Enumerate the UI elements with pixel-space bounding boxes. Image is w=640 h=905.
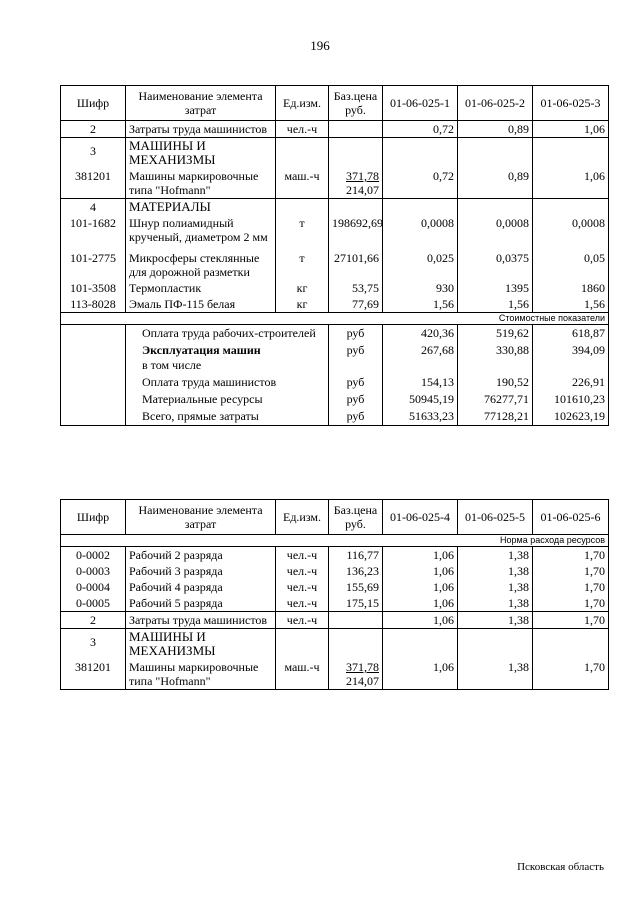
total-value-1: 154,13 — [383, 374, 458, 391]
row-value-3: 1,70 — [533, 547, 609, 564]
total-unit: руб — [329, 374, 383, 391]
header-col-3: 01-06-025-3 — [533, 86, 609, 121]
header-col-2: 01-06-025-2 — [458, 86, 533, 121]
total-row — [61, 325, 609, 343]
total-value-2: 76277,71 — [458, 391, 533, 408]
total-label: Оплата труда машинистов — [126, 374, 329, 391]
estimate-table-2 — [60, 499, 609, 690]
total-row — [61, 374, 609, 391]
row-unit: чел.-ч — [276, 547, 329, 564]
row-value-2: 0,0008 — [458, 215, 533, 245]
total-value-3: 101610,23 — [533, 391, 609, 408]
row-name: Затраты труда машинистов — [126, 121, 276, 138]
row-value-1: 0,0008 — [383, 215, 458, 245]
row-unit: чел.-ч — [276, 563, 329, 579]
row-price: 116,77 — [329, 547, 383, 564]
row-price: 155,69 — [329, 579, 383, 595]
row-value-1: 0,72 — [383, 168, 458, 199]
row-price — [329, 659, 383, 690]
row-value-1: 1,06 — [383, 563, 458, 579]
row-unit: маш.-ч — [276, 168, 329, 199]
header-unit: Ед.изм. — [276, 86, 329, 121]
row-name: Машины маркировочные типа "Hofmann" — [126, 168, 276, 199]
row-code: 101-1682 — [61, 215, 126, 245]
header-unit: Ед.изм. — [276, 500, 329, 535]
table-row — [61, 579, 609, 595]
row-value-1: 930 — [383, 280, 458, 296]
table-row — [61, 547, 609, 564]
total-value-1: 420,36 — [383, 325, 458, 343]
row-value-1: 1,06 — [383, 579, 458, 595]
row-price — [329, 612, 383, 629]
row-price — [329, 168, 383, 199]
row-name: Эмаль ПФ-115 белая — [126, 296, 276, 313]
table-row — [61, 121, 609, 138]
row-value-1: 1,06 — [383, 547, 458, 564]
row-code: 101-3508 — [61, 280, 126, 296]
row-value-3: 1,56 — [533, 296, 609, 313]
row-name: Рабочий 5 разряда — [126, 595, 276, 612]
row-code: 113-8028 — [61, 296, 126, 313]
header-code: Шифр — [61, 500, 126, 535]
table-row — [61, 280, 609, 296]
row-name: Рабочий 2 разряда — [126, 547, 276, 564]
row-value-2: 1395 — [458, 280, 533, 296]
row-value-3: 1,70 — [533, 612, 609, 629]
section-title: МАТЕРИАЛЫ — [126, 199, 276, 216]
row-name: Термопластик — [126, 280, 276, 296]
row-value-3: 1860 — [533, 280, 609, 296]
cost-caption-row — [61, 313, 609, 325]
row-name: Машины маркировочные типа "Hofmann" — [126, 659, 276, 690]
page-number: 196 — [310, 38, 330, 53]
total-value-1: 51633,23 — [383, 408, 458, 426]
row-value-1: 1,56 — [383, 296, 458, 313]
total-label: Материальные ресурсы — [126, 391, 329, 408]
row-value-3: 1,70 — [533, 563, 609, 579]
total-label: Оплата труда рабочих-строителей — [126, 325, 329, 343]
header-base-price: Баз.цена руб. — [329, 86, 383, 121]
header-col-5: 01-06-025-5 — [458, 500, 533, 535]
row-value-2: 1,38 — [458, 595, 533, 612]
table-row — [61, 563, 609, 579]
row-price: 77,69 — [329, 296, 383, 313]
table-row — [61, 659, 609, 690]
table-row — [61, 595, 609, 612]
section-title: МАШИНЫ И МЕХАНИЗМЫ — [126, 629, 276, 660]
row-code: 0-0003 — [61, 563, 126, 579]
total-value-2: 77128,21 — [458, 408, 533, 426]
header-col-4: 01-06-025-4 — [383, 500, 458, 535]
row-value-1: 1,06 — [383, 659, 458, 690]
row-price: 175,15 — [329, 595, 383, 612]
header-name: Наименование элемента затрат — [126, 86, 276, 121]
total-value-2: 330,88 — [458, 342, 533, 374]
row-code: 0-0004 — [61, 579, 126, 595]
total-unit: руб — [329, 408, 383, 426]
row-price: 27101,66 — [329, 245, 383, 280]
row-code: 381201 — [61, 168, 126, 199]
row-value-1: 1,06 — [383, 612, 458, 629]
row-unit: кг — [276, 296, 329, 313]
total-value-2: 519,62 — [458, 325, 533, 343]
header-col-1: 01-06-025-1 — [383, 86, 458, 121]
total-unit: руб — [329, 325, 383, 343]
total-value-1: 267,68 — [383, 342, 458, 374]
total-label: Всего, прямые затраты — [126, 408, 329, 426]
row-value-3: 0,0008 — [533, 215, 609, 245]
estimate-table-1 — [60, 85, 609, 426]
row-value-2: 0,89 — [458, 121, 533, 138]
table-row — [61, 245, 609, 280]
price-bottom: 214,07 — [346, 674, 379, 688]
row-code: 2 — [61, 612, 126, 629]
row-price: 53,75 — [329, 280, 383, 296]
total-row — [61, 408, 609, 426]
row-price — [329, 121, 383, 138]
cost-caption: Стоимостные показатели — [61, 313, 609, 325]
section-code: 3 — [61, 138, 126, 169]
section-row-machines — [61, 629, 609, 660]
section-row-materials — [61, 199, 609, 216]
row-unit: т — [276, 215, 329, 245]
total-unit: руб — [329, 391, 383, 408]
row-name: Рабочий 3 разряда — [126, 563, 276, 579]
row-value-2: 1,38 — [458, 547, 533, 564]
row-value-3: 1,70 — [533, 595, 609, 612]
row-name: Микросферы стеклянные для дорожной разметки — [126, 245, 276, 280]
row-value-1: 1,06 — [383, 595, 458, 612]
row-unit: кг — [276, 280, 329, 296]
table-row — [61, 296, 609, 313]
table-row — [61, 612, 609, 629]
section-code: 4 — [61, 199, 126, 216]
row-value-1: 0,025 — [383, 245, 458, 280]
section-code: 3 — [61, 629, 126, 660]
total-value-3: 618,87 — [533, 325, 609, 343]
total-value-3: 226,91 — [533, 374, 609, 391]
row-value-2: 0,89 — [458, 168, 533, 199]
row-code: 0-0005 — [61, 595, 126, 612]
price-bottom: 214,07 — [346, 183, 379, 197]
row-code: 381201 — [61, 659, 126, 690]
header-name: Наименование элемента затрат — [126, 500, 276, 535]
table-row — [61, 215, 609, 245]
row-value-3: 1,06 — [533, 121, 609, 138]
section-title: МАШИНЫ И МЕХАНИЗМЫ — [126, 138, 276, 169]
total-label-sub: в том числе — [142, 358, 202, 372]
header-base-price: Баз.цена руб. — [329, 500, 383, 535]
total-value-1: 50945,19 — [383, 391, 458, 408]
total-unit: руб — [329, 342, 383, 374]
row-code: 2 — [61, 121, 126, 138]
total-value-3: 394,09 — [533, 342, 609, 374]
norm-caption: Норма расхода ресурсов — [61, 535, 609, 547]
total-row — [61, 342, 609, 374]
row-value-2: 1,38 — [458, 612, 533, 629]
row-value-3: 1,06 — [533, 168, 609, 199]
row-unit: чел.-ч — [276, 612, 329, 629]
table-row — [61, 168, 609, 199]
row-value-3: 0,05 — [533, 245, 609, 280]
row-unit: чел.-ч — [276, 121, 329, 138]
row-code: 101-2775 — [61, 245, 126, 280]
price-top: 371,78 — [346, 660, 379, 674]
row-name: Затраты труда машинистов — [126, 612, 276, 629]
price-top: 371,78 — [346, 169, 379, 183]
total-value-2: 190,52 — [458, 374, 533, 391]
row-name: Рабочий 4 разряда — [126, 579, 276, 595]
row-unit: чел.-ч — [276, 579, 329, 595]
row-value-2: 1,38 — [458, 659, 533, 690]
row-value-2: 1,38 — [458, 563, 533, 579]
header-code: Шифр — [61, 86, 126, 121]
total-label — [126, 342, 329, 374]
header-col-6: 01-06-025-6 — [533, 500, 609, 535]
row-price: 198692,69 — [329, 215, 383, 245]
section-row-machines — [61, 138, 609, 169]
row-value-3: 1,70 — [533, 579, 609, 595]
table-header-row — [61, 86, 609, 121]
norm-caption-row — [61, 535, 609, 547]
row-value-1: 0,72 — [383, 121, 458, 138]
row-unit: чел.-ч — [276, 595, 329, 612]
row-value-2: 1,38 — [458, 579, 533, 595]
row-value-2: 1,56 — [458, 296, 533, 313]
row-unit: т — [276, 245, 329, 280]
row-value-2: 0,0375 — [458, 245, 533, 280]
row-price: 136,23 — [329, 563, 383, 579]
total-value-3: 102623,19 — [533, 408, 609, 426]
row-unit: маш.-ч — [276, 659, 329, 690]
table-header-row — [61, 500, 609, 535]
row-name: Шнур полиамидный крученый, диаметром 2 мм — [126, 215, 276, 245]
footer-region: Псковская область — [517, 861, 604, 873]
total-label-main: Эксплуатация машин — [142, 343, 261, 357]
row-value-3: 1,70 — [533, 659, 609, 690]
row-code: 0-0002 — [61, 547, 126, 564]
total-row — [61, 391, 609, 408]
